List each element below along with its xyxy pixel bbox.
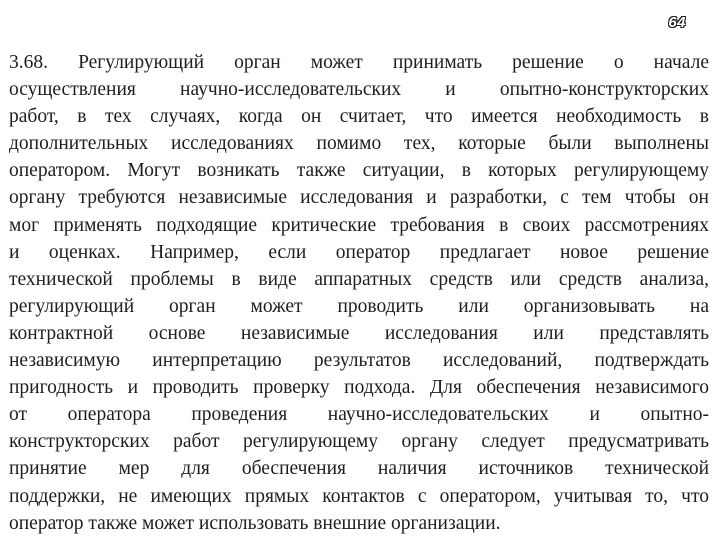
text-line: 3.68. Регулирующий орган может принимать решение о начале	[9, 52, 709, 73]
text-line: работ, в тех случаях, когда он считает, что имеется необходимость в	[9, 106, 709, 128]
text-line: поддержки, не имеющих прямых контактов с оператором, учитывая то, что	[9, 485, 709, 507]
text-line: органу требуются независимые исследования и разработки, с тем чтобы он	[9, 187, 709, 209]
text-line: пригодность и проводить проверку подхода. Для обеспечения независимого	[9, 377, 709, 399]
text-line: от оператора проведения научно-исследовательских и опытно-	[9, 404, 709, 426]
text-line: контрактной основе независимые исследования или представлять	[9, 322, 709, 344]
text-line: осуществления научно-исследовательских и опытно-конструкторских	[9, 79, 709, 101]
text-line: принятие мер для обеспечения наличия источников технической	[9, 458, 709, 480]
paragraph	[9, 49, 709, 537]
text-line: дополнительных исследованиях помимо тех, которые были выполнены	[9, 133, 709, 155]
text-line: регулирующий орган может проводить или организовывать на	[9, 295, 709, 317]
page-number: 64	[668, 14, 686, 31]
text-line: технической проблемы в виде аппаратных средств или средств анализа,	[9, 268, 709, 290]
text-line: мог применять подходящие критические требования в своих рассмотрениях	[9, 214, 709, 236]
text-line: независимую интерпретацию результатов исследований, подтверждать	[9, 350, 709, 372]
text-line: оператор также может использовать внешние организации.	[9, 512, 501, 534]
text-line: оператором. Могут возникать также ситуации, в которых регулирующему	[9, 160, 709, 182]
text-line: и оценках. Например, если оператор предлагает новое решение	[9, 241, 709, 263]
text-line: конструкторских работ регулирующему органу следует предусматривать	[9, 431, 709, 453]
